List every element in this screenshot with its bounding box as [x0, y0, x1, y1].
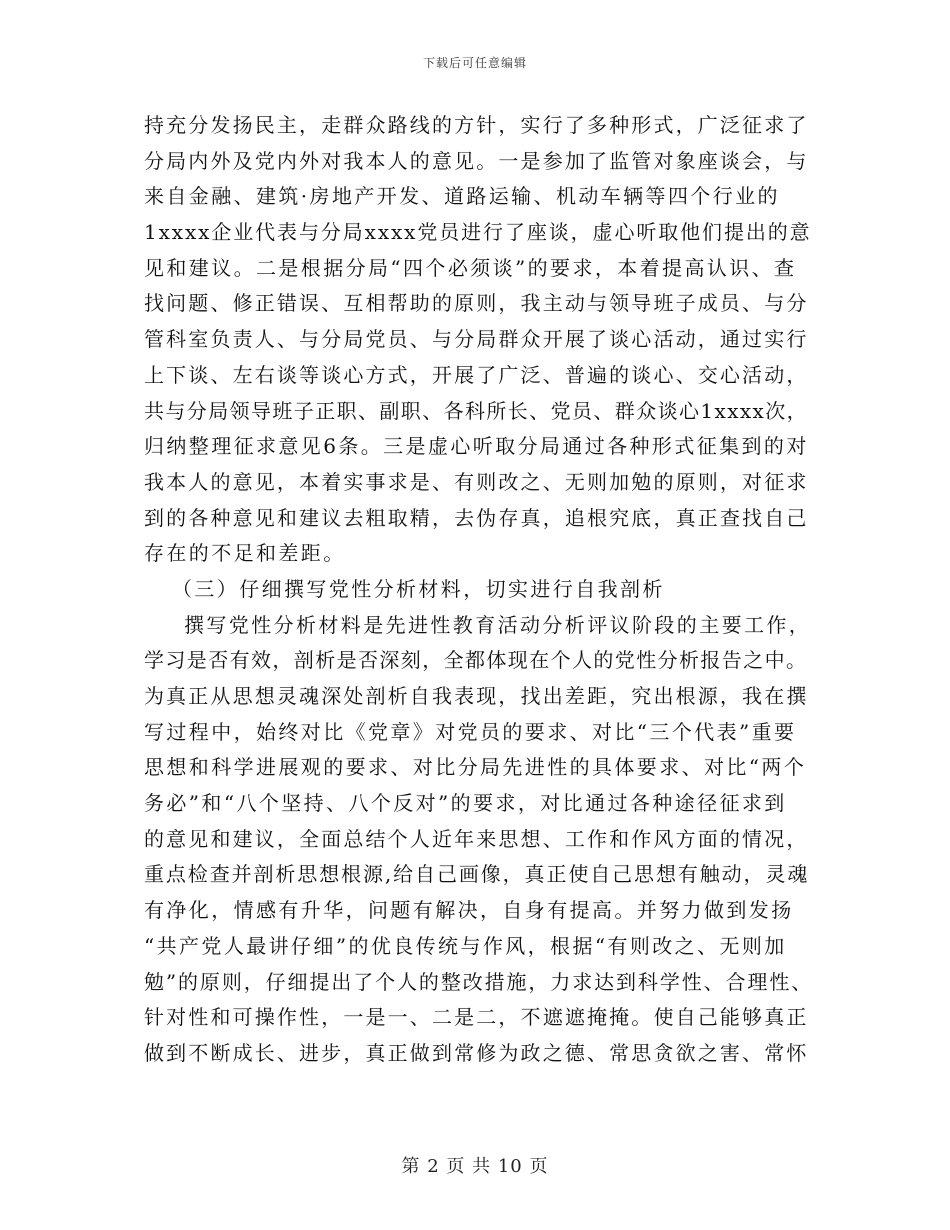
text-line: 上下谈、左右谈等谈心方式，开展了广泛、普遍的谈心、交心活动，: [144, 362, 809, 387]
text-line: 找问题、修正错误、互相帮助的原则，我主动与领导班子成员、与分: [144, 291, 809, 316]
text-line: 务必”和“八个坚持、八个反对”的要求，对比通过各种途径征求到: [144, 791, 787, 816]
text-line: 1xxxx企业代表与分局xxxx党员进行了座谈，虚心听取他们提出的意: [144, 220, 812, 245]
page-header: 下载后可任意编辑: [422, 56, 527, 70]
text-line: 写过程中，始终对比《党章》对党员的要求、对比“三个代表”重要: [144, 719, 797, 744]
document-body: [144, 108, 814, 1072]
text-line: 有净化，情感有升华，问题有解决，自身有提高。并努力做到发扬: [144, 898, 794, 923]
text-line: 为真正从思想灵魂深处剖析自我表现，找出差距，究出根源，我在撰: [144, 684, 809, 708]
text-line: 来自金融、建筑·房地产开发、道路运输、机动车辆等四个行业的: [144, 184, 780, 209]
text-line: 我本人的意见，本着实事求是、有则改之、无则加勉的原则，对征求: [144, 469, 809, 494]
text-line: 存在的不足和差距。: [144, 541, 346, 566]
text-line: 学习是否有效，剖析是否深刻，全都体现在个人的党性分析报告之中。: [144, 648, 808, 673]
text-line: 做到不断成长、进步，真正做到常修为政之德、常思贪欲之害、常怀: [144, 1040, 809, 1065]
page-footer: 第 2 页 共 10 页: [401, 1156, 549, 1177]
text-line: 持充分发扬民主，走群众路线的方针，实行了多种形式，广泛征求了: [144, 113, 809, 137]
text-line: 归纳整理征求意见6条。三是虚心听取分局通过各种形式征集到的对: [144, 434, 809, 459]
section-heading: （三）仔细撰写党性分析材料，切实进行自我剖析: [172, 576, 665, 601]
paragraph-first-line: 撰写党性分析材料是先进性教育活动分析评议阶段的主要工作，: [184, 612, 812, 637]
text-line: 分局内外及党内外对我本人的意见。一是参加了监管对象座谈会，与: [144, 148, 809, 173]
text-line: 共与分局领导班子正职、副职、各科所长、党员、群众谈心1xxxx次，: [144, 398, 809, 423]
text-line: “共产党人最讲仔细”的优良传统与作风，根据“有则改之、无则加: [144, 933, 787, 958]
text-line: 的意见和建议，全面总结个人近年来思想、工作和作风方面的情况，: [144, 826, 809, 851]
text-line: 管科室负责人、与分局党员、与分局群众开展了谈心活动，通过实行: [144, 327, 809, 352]
text-line: 针对性和可操作性，一是一、二是二，不遮遮掩掩。使自己能够真正: [144, 1005, 809, 1030]
text-line: 思想和科学进展观的要求、对比分局先进性的具体要求、对比“两个: [144, 755, 807, 780]
text-line: 勉”的原则，仔细提出了个人的整改措施，力求达到科学性、合理性、: [144, 969, 814, 994]
text-line: 到的各种意见和建议去粗取精，去伪存真，追根究底，真正查找自己: [144, 505, 809, 530]
text-line: 重点检查并剖析思想根源,给自己画像，真正使自己思想有触动，灵魂: [144, 862, 810, 887]
text-line: 见和建议。二是根据分局“四个必须谈”的要求，本着提高认识、查: [144, 255, 797, 280]
